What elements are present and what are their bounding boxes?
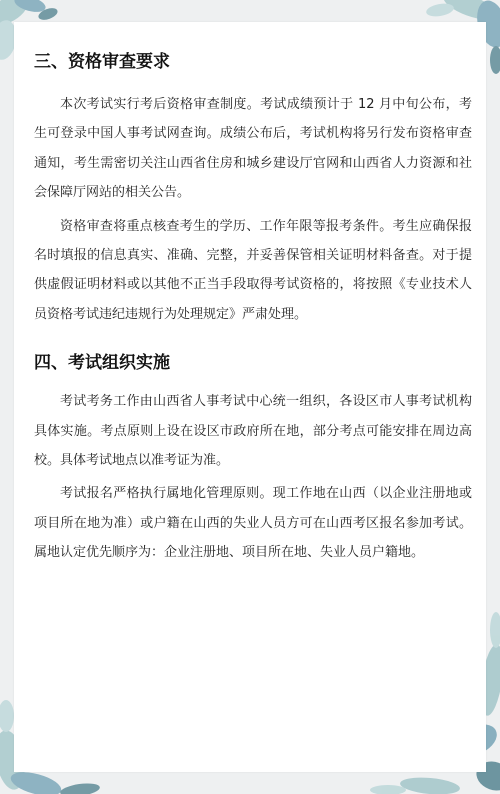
document-content xyxy=(34,50,472,568)
paragraph: 考试考务工作由山西省人事考试中心统一组织，各设区市人事考试机构具体实施。考点原则上设在设区市政府所在地，部分考点可能安排在周边高校。具体考试地点以准考证为准。 xyxy=(34,394,472,469)
document-page xyxy=(14,22,486,772)
section-heading-exam-organization: 四、考试组织实施 xyxy=(34,353,170,374)
section-heading-qualification-review: 三、资格审查要求 xyxy=(34,52,170,72)
paragraph: 考试报名严格执行属地化管理原则。现工作地在山西（以企业注册地或项目所在地为准）或户籍在山西的失业人员方可在山西考区报名参加考试。属地认定优先顺序为：企业注册地、项目所在地、失业人员户籍地。 xyxy=(34,486,472,561)
paragraph: 资格审查将重点核查考生的学历、工作年限等报考条件。考生应确保报名时填报的信息真实、准确、完整，并妥善保管相关证明材料备查。对于提供虚假证明材料或以其他不正当手段取得考试资格的，将按照《专业技术人员资格考试违纪违规行为处理规定》严肃处理。 xyxy=(34,218,472,322)
paragraph: 本次考试实行考后资格审查制度。考试成绩预计于 12 月中旬公布，考生可登录中国人事考试网查询。成绩公布后，考试机构将另行发布资格审查通知，考生需密切关注山西省住房和城乡建设厅官网和山西省人力资源和社会保障厅网站的相关公告。 xyxy=(34,97,472,201)
